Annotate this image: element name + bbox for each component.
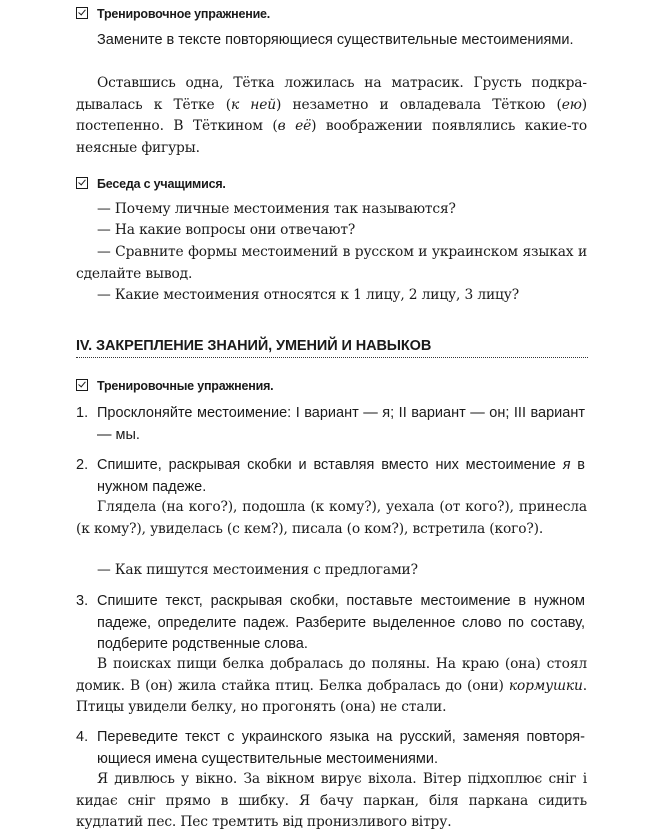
question-3: — Сравните формы местоимений в русском и украинском языках и сделайте вывод. — [76, 244, 587, 282]
exercise-task: Замените в тексте повторяющиеся существительные местоимениями. — [97, 32, 574, 48]
item-2-question: — Как пишутся местоимения с предлогами? — [97, 562, 418, 578]
exercises-heading: Тренировочные упражнения. — [76, 378, 273, 393]
section-title: IV. ЗАКРЕПЛЕНИЕ ЗНАНИЙ, УМЕНИЙ И НАВЫКОВ — [76, 338, 432, 354]
question-4: — Какие местоимения относятся к 1 лицу, 2 лицу, 3 лицу? — [97, 287, 519, 303]
checkbox-icon — [76, 177, 88, 189]
item-4-exercise-text: Я дивлюсь у вікно. За вікном вирує віхола. Вітер підхоплює сніг і кидає сніг прямо в шибку. Я бачу паркан, біля паркана сидить кудлатий пес. Пес тремтить від пронизливого вітру. — [76, 771, 587, 830]
conversation-heading: Беседа с учащимися. — [76, 176, 226, 191]
checkbox-icon — [76, 7, 88, 19]
exercise-text: Оставшись одна, Тётка ложилась на матрасик. Грусть подкрадывалась к Тётке (к ней) незаметно и овладевала Тёткою (ею) постепенно. В Тёткином (в её) воображении появлялись какие-то неясные фигуры. — [76, 75, 588, 156]
item-number: 2. — [76, 457, 89, 473]
item-4-text: Переведите текст с украинского языка на русский, заменяя повторяющиеся имена существительные местоимениями. — [97, 729, 585, 767]
item-2-text: Спишите, раскрывая скобки и вставляя вместо них местоимение я в нужном падеже. — [97, 457, 586, 495]
item-number: 4. — [76, 729, 89, 745]
item-number: 3. — [76, 593, 89, 609]
item-3-text: Спишите текст, раскрывая скобки, поставьте местоимение в нужном падеже, определите падеж. Разберите выделенное слово по составу, подберите родственные слова. — [97, 593, 585, 652]
question-1: — Почему личные местоимения так называются? — [97, 201, 456, 217]
exercise-heading: Тренировочное упражнение. — [76, 6, 270, 21]
question-2: — На какие вопросы они отвечают? — [97, 222, 356, 238]
item-1-text: Просклоняйте местоимение: I вариант — я; II вариант — он; III вариант — мы. — [97, 405, 585, 443]
item-3-exercise-text: В поисках пищи белка добралась до поляны. На краю (она) стоял домик. В (он) жила стайка птиц. Белка добралась до (они) кормушки. Птицы увидели белку, но прогонять (она) не стали. — [76, 656, 587, 715]
item-number: 1. — [76, 405, 89, 421]
dotted-divider — [76, 357, 588, 358]
item-2-exercise-text: Глядела (на кого?), подошла (к кому?), уехала (от кого?), принесла (к кому?), увиделась (с кем?), писала (о ком?), встретила (кого?). — [76, 499, 587, 537]
checkbox-icon — [76, 379, 88, 391]
